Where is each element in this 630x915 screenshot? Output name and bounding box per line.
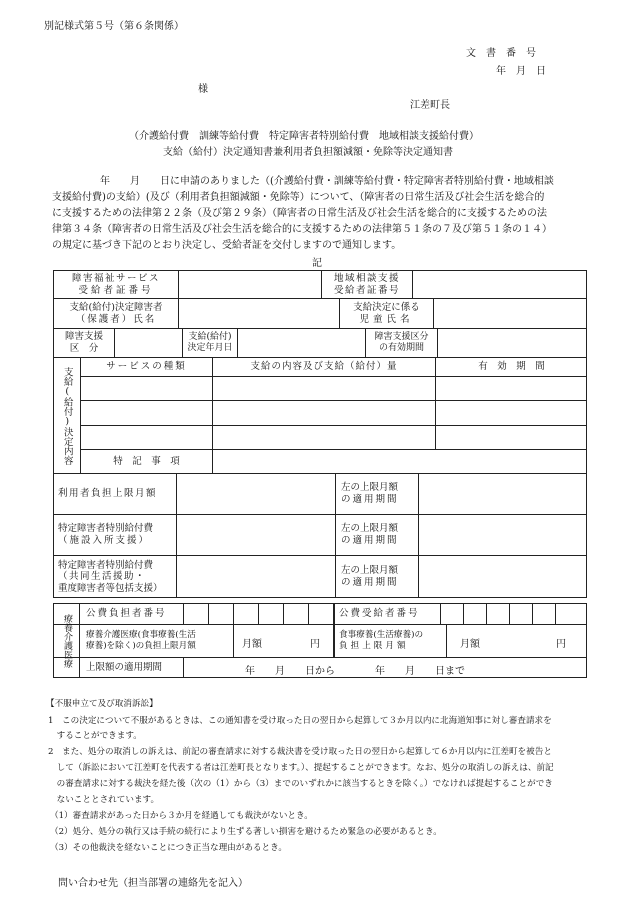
contact-info: 問い合わせ先（担当部署の連絡先を記入） [58,878,248,889]
special-notes-label: 特 記 事 項 [113,455,180,467]
appeal-p2-line3: の審査請求に対する裁決を経た後（次の（1）から（3）までのいずれかに該当するときを除く。）でなければ提起することができ [48,779,553,789]
appeal-p1-line2: することができます。 [48,731,142,741]
limit-period-label-1 [341,474,418,514]
title-line-2: 支給（給付）決定通知書兼利用者負担額減額・免除等決定通知書 [163,147,453,158]
appeal-p2-line2: して（訴訟において江差町を代表する者は江差町長となります。）、提起することができます。なお、処分の取消しの訴えは、前記 [48,763,554,773]
body-line-4: 律第３４条（障害者の日常生活及び社会生活を総合的に支援するための法律第５１条の７及び第５１条の１４） [52,224,552,235]
decision-content-vertical-label [54,358,80,473]
issuer-name: 江差町長 [410,100,450,111]
label-line: 児童氏名 [359,313,414,325]
service-type-header: サービスの種類 [106,361,187,373]
document-date-label: 年 月 日 [496,66,546,77]
vertical-text: 支給(給付)決定内容 [61,366,73,465]
body-line-5: の規定に基づき下記のとおり決定し、受給者証を交付しますので通知します。 [52,240,402,251]
label-line: 負担上限月額 [339,641,409,651]
user-burden-limit-label: 利用者負担上限月額 [58,488,158,500]
label-line: 決定年月日 [187,343,233,353]
limit-period-label-2 [341,515,418,555]
label-line: 左の上限月額 [341,565,399,577]
public-payer-number-label: 公費負担者番号 [86,608,167,620]
label-line: 区 分 [69,343,99,354]
limit-period-range: 年 月 日から 年 月 日まで [245,666,465,677]
tokutei-group-home-label [58,556,176,598]
appeal-p1-line1: 1 この決定について不服があるときは、この通知書を受け取った日の翌日から起算して３か月以内に北海道知事に対し審査請求を [48,716,552,726]
meal-yen-label: 円 [556,639,566,650]
decided-person-name-label [54,299,178,328]
label-line: の有効期間 [378,343,424,353]
ki-heading: 記 [312,258,322,269]
meal-monthly-label: 月額 [460,639,480,650]
label-line: 障害支援 [64,331,103,343]
label-line: 支給(給付)決定障害者 [69,301,163,313]
label-line: 療養介護医療(食事療養(生活 [86,630,196,641]
decision-date-label [183,329,237,357]
label-line: 障害支援区分 [374,331,429,342]
label-line: （保護者）氏名 [75,313,157,325]
category-validity-label [366,329,437,357]
child-name-label [340,299,433,328]
label-line: 左の上限月額 [341,523,399,535]
label-line: 障害福祉サービス [71,272,160,284]
appeal-p2-line4: ないこととされています。 [48,795,160,805]
limit-period-label-3 [341,556,418,598]
label-line: 受給者証番号 [78,284,154,296]
label-line: （共同生活援助・ [58,571,147,583]
label-line: の適用期間 [341,577,399,588]
label-line: の適用期間 [341,494,399,505]
body-line-2: 支援給付費)の支給）(及び（利用者負担額減額・免除等）について、（障害者の日常生活及び社会生活を総合的 [52,192,545,203]
label-line: 療養)を除く)の負担上限月額 [86,641,196,651]
body-line-3: に支援するための法律第２２条（及び第２９条）（障害者の日常生活及び社会生活を総合的に支援するための法 [52,208,547,219]
label-line: 支給決定に係る [353,301,420,313]
tokutei-facility-label [58,515,176,555]
appeal-item-1: （1）審査請求があった日から３か月を経過しても裁決がないとき。 [50,811,313,821]
content-amount-header: 支給の内容及び支給（給付）量 [250,361,398,373]
addressee-suffix: 様 [198,84,208,95]
label-line: 特定障害者特別給付費 [58,523,154,535]
appeal-p2-line1: 2 また、処分の取消しの訴えは、前記の審査請求に対する裁決書を受け取った日の翌日から起算して６か月以内に江差町を被告と [48,747,552,757]
appeal-item-2: （2）処分、処分の執行又は手続の続行により生ずる著しい損害を避けるため緊急の必要があるとき。 [50,827,442,837]
label-line: 地域相談支援 [333,272,400,284]
meal-burden-limit-label [339,625,446,657]
public-recipient-number-label: 公費受給者番号 [339,608,420,620]
title-line-1: （介護給付費 訓練等給付費 特定障害者特別給付費 地域相談支援給付費） [129,131,479,142]
limit-period-applied-label: 上限額の適用期間 [86,662,163,674]
medical-care-vertical-label [54,604,79,677]
label-line: 重度障害者等包括支援） [58,582,163,594]
label-line: 特定障害者特別給付費 [58,559,154,571]
service-recipient-number-label [54,271,178,298]
label-line: 支給(給付) [188,331,232,342]
validity-period-header: 有 効 期 間 [478,361,545,373]
medical-monthly-label: 月額 [242,639,262,650]
label-line: 食事療養(生活療養)の [339,630,424,641]
consultation-recipient-number-label [322,271,412,298]
document-number-label: 文 書 番 号 [466,48,536,59]
body-line-1: 年 月 日に申請のありました（(介護給付費・訓練等給付費・特定障害者特別給付費・地域相談 [100,176,554,187]
form-number: 別記様式第５号（第６条関係） [44,21,184,32]
appeal-heading: 【不服申立て及び取消訴訟】 [46,699,158,709]
medical-burden-limit-label [86,625,234,657]
appeal-item-3: （3）その他裁決を経ないことにつき正当な理由があるとき。 [50,843,287,853]
label-line: 受給者証番号 [333,284,400,296]
label-line: の適用期間 [341,535,399,546]
label-line: 左の上限月額 [341,482,399,494]
label-line: （施設入所支援） [58,535,151,546]
vertical-text: 療養介護医療 [62,613,72,668]
medical-yen-label: 円 [310,639,320,650]
support-category-label [54,329,114,357]
